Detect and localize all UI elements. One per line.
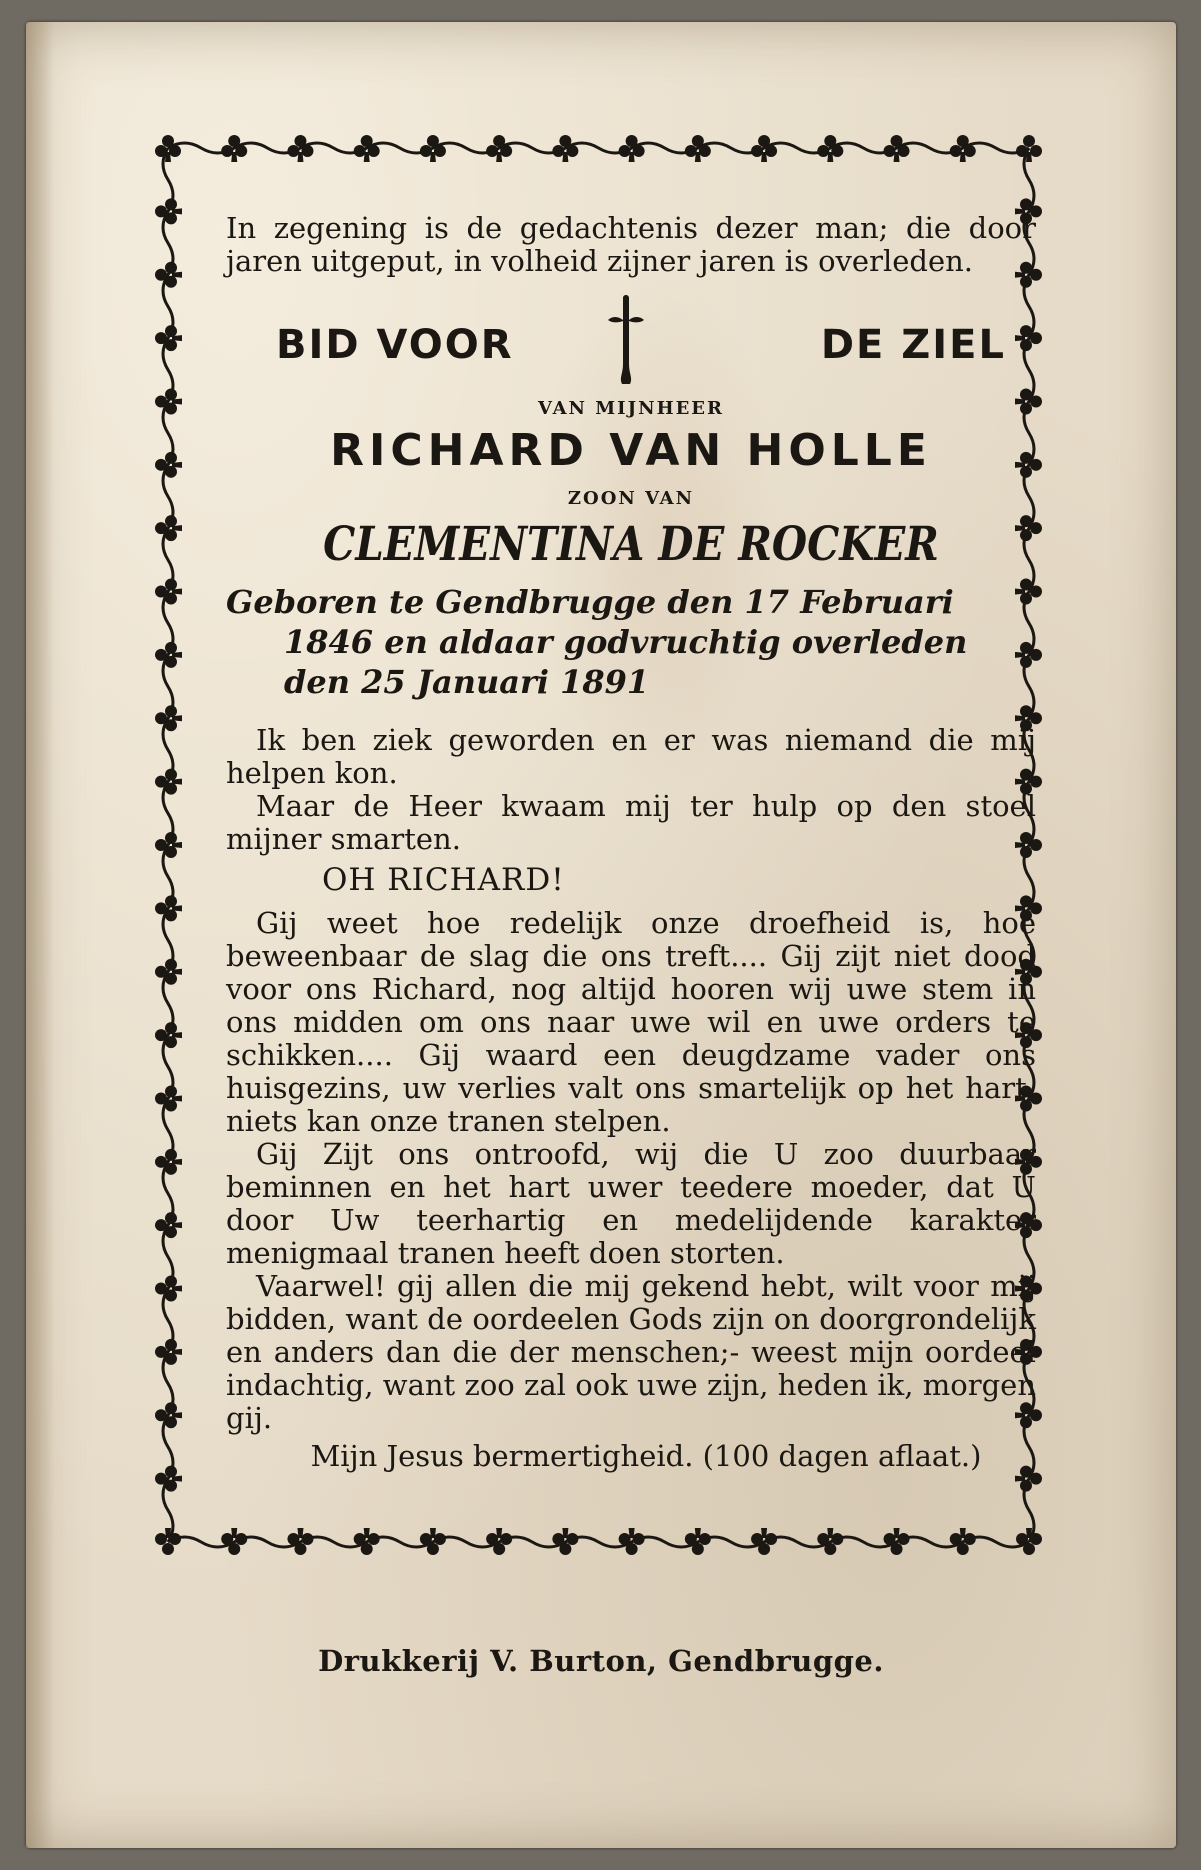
heading-left: BID VOOR xyxy=(276,322,514,368)
paragraph-5: Vaarwel! gij allen die mij gekend hebt, wilt voor mij bidden, want de oordeelen Gods zijn on doorgrondelijk en anders dan die der menschen;- weest mijn oordeel indachtig, want zoo zal ook uwe zijn, heden ik, morgen gij. xyxy=(226,1269,1036,1435)
intro-verse: In zegening is de gedachtenis dezer man; die door jaren uitgeput, in volheid zijner jaren is overleden. xyxy=(226,211,1036,278)
van-mijnheer: VAN MIJNHEER xyxy=(538,398,724,419)
paragraph-1: Ik ben ziek geworden en er was niemand die mij helpen kon. xyxy=(226,723,1036,790)
born-line-1: Geboren te Gendbrugge den 17 Februari xyxy=(226,583,954,621)
zoon-van: ZOON VAN xyxy=(567,488,695,509)
born-line-2: 1846 en aldaar godvruchtig overleden xyxy=(284,623,968,661)
prayer-heading xyxy=(226,284,1036,384)
cross-icon xyxy=(596,294,656,386)
birth-death-details xyxy=(226,582,1036,702)
card-content xyxy=(226,212,1036,1473)
heading-right: DE ZIEL xyxy=(820,322,1006,368)
exclamation: OH RICHARD! xyxy=(322,862,565,898)
paragraph-3: Gij weet hoe redelijk onze droefheid is, hoe beweenbaar de slag die ons treft.... Gij zijt niet dood voor ons Richard, nog altijd hooren wij uwe stem in ons midden om ons naar uwe wil en uwe orders te schikken.... Gij waard een deugdzame vader ons huisgezins, uw verlies valt ons smartelijk op het hart, niets kan onze tranen stelpen. xyxy=(226,906,1036,1138)
memorial-text xyxy=(226,724,1036,1435)
printer-credit: Drukkerij V. Burton, Gendbrugge. xyxy=(318,1644,884,1678)
born-line-3: den 25 Januari 1891 xyxy=(284,663,650,701)
mother-name: CLEMENTINA DE ROCKER xyxy=(323,517,939,572)
memorial-card xyxy=(26,22,1176,1848)
paragraph-4: Gij Zijt ons ontroofd, wij die U zoo duurbaar beminnen en het hart uwer teedere moeder, dat U door Uw teerhartig en medelijdende karakter menigmaal tranen heeft doen storten. xyxy=(226,1137,1036,1270)
indulgence-prayer: Mijn Jesus bermertigheid. (100 dagen aflaat.) xyxy=(310,1439,982,1473)
deceased-name: RICHARD VAN HOLLE xyxy=(330,425,932,476)
paragraph-2: Maar de Heer kwaam mij ter hulp op den stoel mijner smarten. xyxy=(226,789,1036,856)
